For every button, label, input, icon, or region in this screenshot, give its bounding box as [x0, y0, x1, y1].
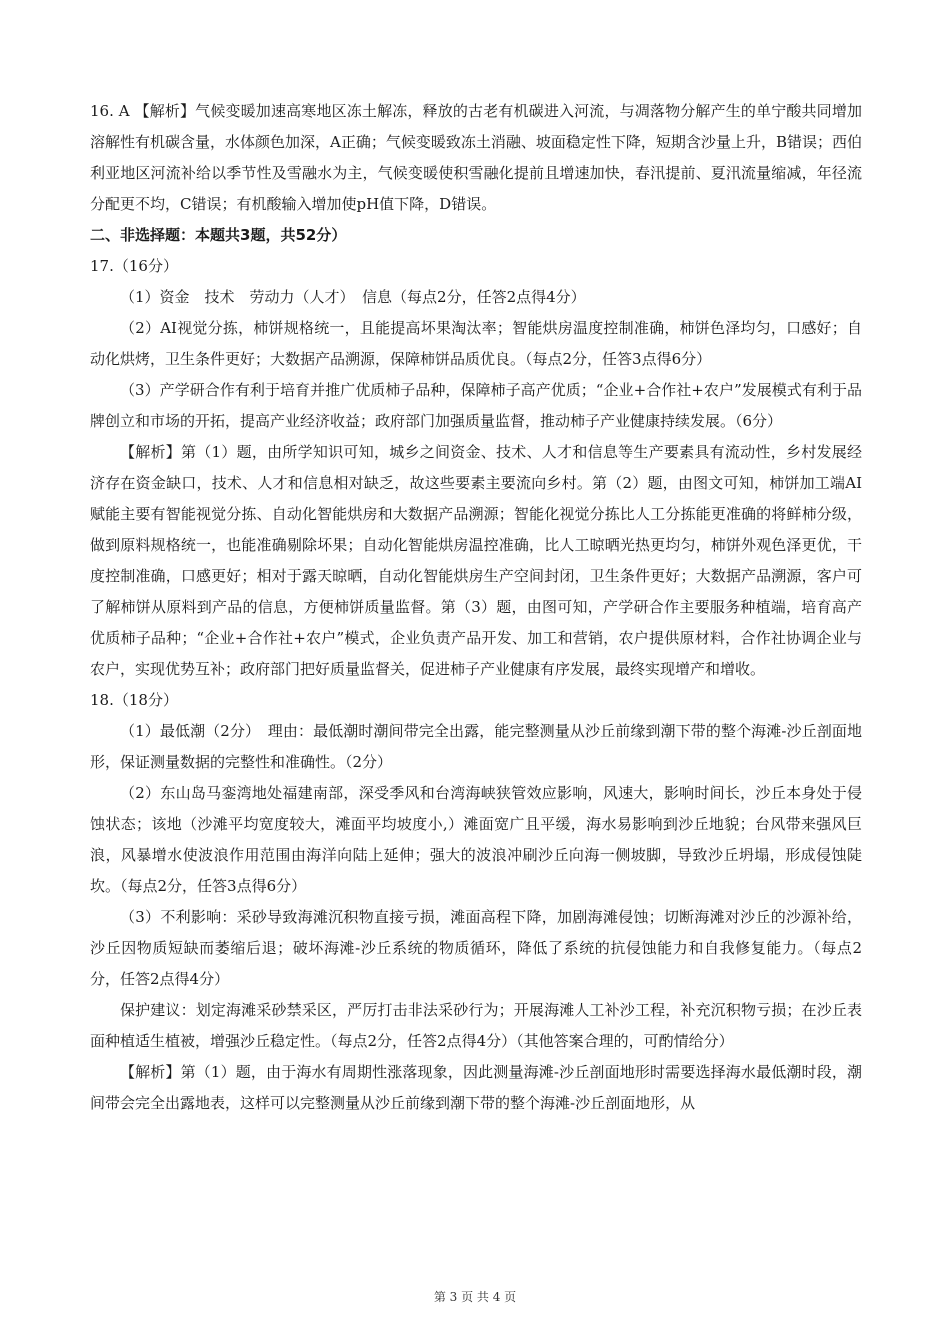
q17-answer-3: （3）产学研合作有利于培育并推广优质柿子品种，保障柿子高产优质；“企业+合作社+农户”发展模式有利于品牌创立和市场的开拓，提高产业经济收益；政府部门加强质量监督，推动柿子产业健康持续发展。（6分） — [90, 381, 862, 430]
page-content — [90, 96, 862, 1119]
q18-answer-2: （2）东山岛马銮湾地处福建南部，深受季风和台湾海峡狭管效应影响，风速大，影响时间长，沙丘本身处于侵蚀状态；该地（沙滩平均宽度较大，滩面平均坡度小,）滩面宽广且平缓，海水易影响到沙丘地貌；台风带来强风巨浪，风暴增水使波浪作用范围由海洋向陆上延伸；强大的波浪冲刷沙丘向海一侧坡脚，导致沙丘坍塌，形成侵蚀陡坎。（每点2分，任答3点得6分） — [90, 784, 862, 895]
q18-header: 18.（18分） — [90, 691, 178, 709]
q17-header: 17.（16分） — [90, 257, 178, 275]
q17-answer-2: （2）AI视觉分拣，柿饼规格统一，且能提高坏果淘汰率；智能烘房温度控制准确，柿饼色泽均匀，口感好；自动化烘烤，卫生条件更好；大数据产品溯源，保障柿饼品质优良。（每点2分，任答3点得6分） — [90, 319, 862, 368]
page-footer: 第 3 页 共 4 页 — [433, 1290, 517, 1304]
q17-answer-1: （1）资金 技术 劳动力（人才） 信息（每点2分，任答2点得4分） — [120, 288, 586, 306]
q18-answer-3: （3）不利影响：采砂导致海滩沉积物直接亏损，滩面高程下降，加剧海滩侵蚀；切断海滩对沙丘的沙源补给，沙丘因物质短缺而萎缩后退；破坏海滩-沙丘系统的物质循环，降低了系统的抗侵蚀能力和自我修复能力。（每点2分，任答2点得4分） — [90, 908, 862, 988]
q17-analysis: 【解析】第（1）题，由所学知识可知，城乡之间资金、技术、人才和信息等生产要素具有流动性，乡村发展经济存在资金缺口，技术、人才和信息相对缺乏，故这些要素主要流向乡村。第（2）题，由图文可知，柿饼加工端AI赋能主要有智能视觉分拣、自动化智能烘房和大数据产品溯源；智能化视觉分拣比人工分拣能更准确的将鲜柿分级，做到原料规格统一，也能准确剔除坏果；自动化智能烘房温控准确，比人工晾晒光热更均匀，柿饼外观色泽更优，干度控制准确，口感更好；相对于露天晾晒，自动化智能烘房生产空间封闭，卫生条件更好；大数据产品溯源，客户可了解柿饼从原料到产品的信息，方便柿饼质量监督。第（3）题，由图可知，产学研合作主要服务种植端，培育高产优质柿子品种；“企业+合作社+农户”模式，企业负责产品开发、加工和营销，农户提供原材料，合作社协调企业与农户，实现优势互补；政府部门把好质量监督关，促进柿子产业健康有序发展，最终实现增产和增收。 — [90, 443, 862, 678]
section-heading: 二、非选择题：本题共3题，共52分） — [90, 226, 347, 244]
q18-suggestion: 保护建议：划定海滩采砂禁采区，严厉打击非法采砂行为；开展海滩人工补沙工程，补充沉积物亏损；在沙丘表面种植适生植被，增强沙丘稳定性。（每点2分，任答2点得4分）（其他答案合理的，可酌情给分） — [90, 1001, 862, 1050]
q16-answer: 16. A 【解析】气候变暖加速高寒地区冻土解冻，释放的古老有机碳进入河流，与凋落物分解产生的单宁酸共同增加溶解性有机碳含量，水体颜色加深，A正确；气候变暖致冻土消融、坡面稳定性下降，短期含沙量上升，B错误；西伯利亚地区河流补给以季节性及雪融水为主，气候变暖使积雪融化提前且增速加快，春汛提前、夏汛流量缩减，年径流分配更不均，C错误；有机酸输入增加使pH值下降，D错误。 — [90, 102, 862, 213]
q18-analysis: 【解析】第（1）题，由于海水有周期性涨落现象，因此测量海滩-沙丘剖面地形时需要选择海水最低潮时段，潮间带会完全出露地表，这样可以完整测量从沙丘前缘到潮下带的整个海滩-沙丘剖面地形，从 — [90, 1063, 862, 1112]
q18-answer-1: （1）最低潮（2分） 理由：最低潮时潮间带完全出露，能完整测量从沙丘前缘到潮下带的整个海滩-沙丘剖面地形，保证测量数据的完整性和准确性。（2分） — [90, 722, 862, 771]
